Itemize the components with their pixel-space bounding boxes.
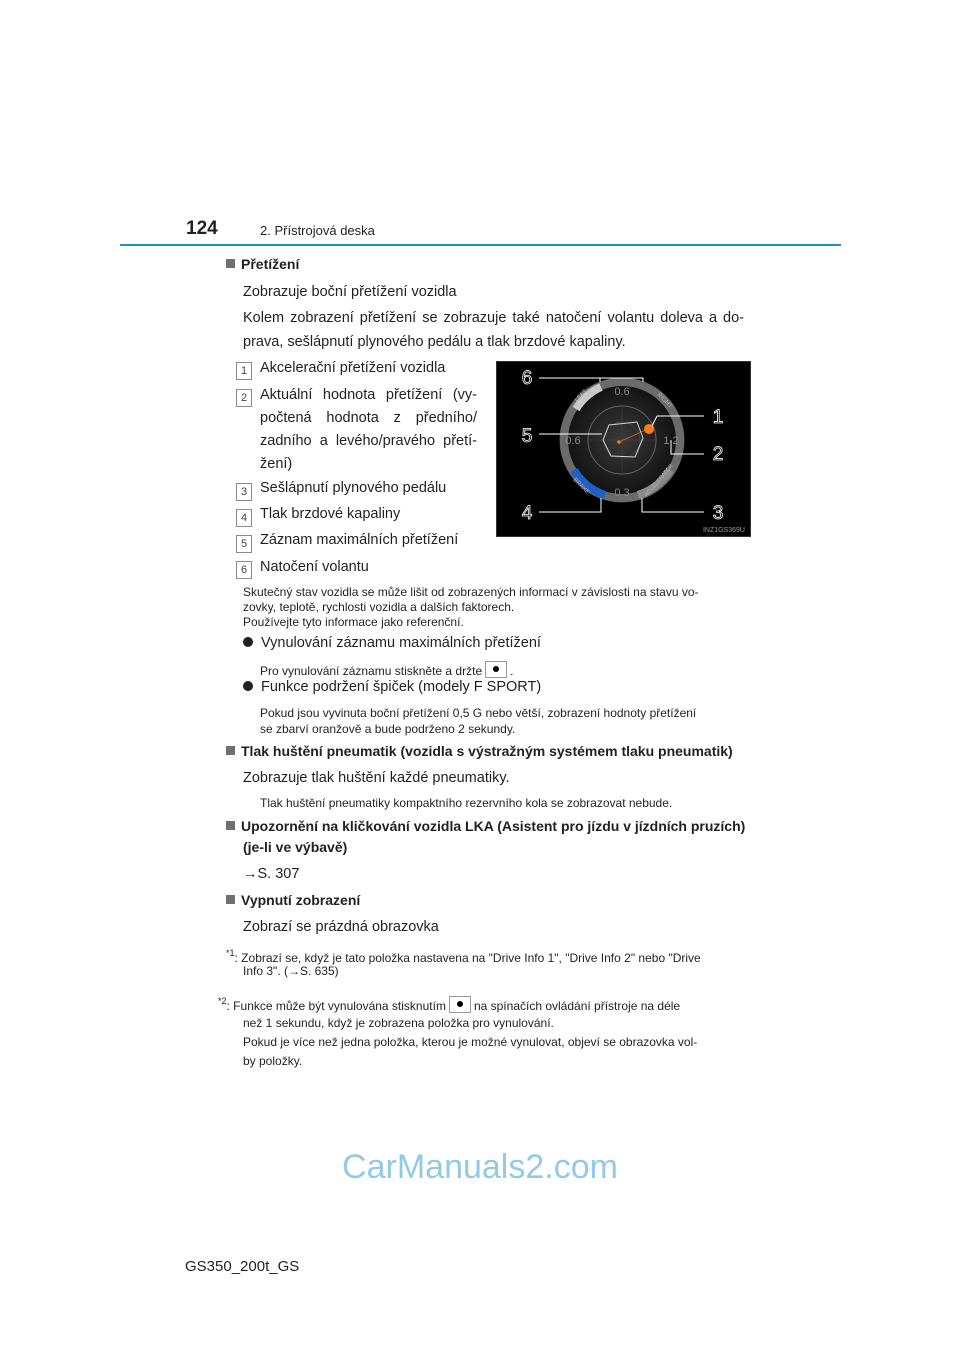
footnote-2 [218, 994, 744, 1014]
num-box: 1 [236, 362, 252, 380]
note-line: Skutečný stav vozidla se může lišit od zobrazených informací v závislosti na stavu vo- [243, 585, 699, 599]
heading-text: Upozornění na kličkování vozidla LKA (Asistent pro jízdu v jízdních pruzích) [241, 818, 746, 834]
chapter-title: 2. Přístrojová deska [260, 223, 375, 238]
callout-5: 5 [521, 426, 533, 447]
section-text: Zobrazuje tlak huštění každé pneumatiky. [243, 770, 510, 786]
list-item: zadního a levého/pravého přetí- [260, 433, 477, 449]
list-item: počtená hodnota z předního/ [260, 410, 477, 426]
list-item: Natočení volantu [260, 559, 369, 575]
footnote-mark: *1 [226, 948, 235, 958]
num-box: 3 [236, 483, 252, 501]
top-value-label: 0.6 [614, 386, 630, 398]
text: Pro vynulování záznamu stiskněte a držte [260, 664, 483, 678]
callout-6: 6 [521, 368, 533, 389]
list-number-1 [236, 361, 252, 380]
heading-text-line2: (je-li ve výbavě) [243, 839, 348, 855]
list-number-5 [236, 534, 252, 553]
list-item: Záznam maximálních přetížení [260, 532, 459, 548]
bullet-reset-record [243, 631, 541, 655]
list-item: žení) [260, 456, 293, 472]
footnote-text: by položky. [243, 1054, 303, 1068]
footnote-text: na spínačích ovládání přístroje na déle [473, 999, 681, 1013]
g-force-gauge-figure [496, 361, 751, 537]
list-item: Aktuální hodnota přetížení (vy- [260, 387, 477, 403]
g-force-gauge-svg [497, 362, 750, 536]
note-line: Používejte tyto informace jako referenční. [243, 615, 464, 629]
footnote-text: Info 3". (→S. 635) [243, 964, 339, 978]
left-arc-label: LEFT [574, 388, 589, 404]
right-value-label: 1.2 [663, 435, 679, 447]
dot-button-icon [449, 996, 471, 1013]
figure-code: INZ1GS369U [702, 527, 745, 534]
num-box: 6 [236, 561, 252, 579]
footnote-text: Pokud je více než jedna položka, kterou je možné vynulovat, objeví se obrazovka vol- [243, 1035, 698, 1049]
list-number-3 [236, 482, 252, 501]
page-number: 124 [186, 218, 218, 239]
section-text: Zobrazí se prázdná obrazovka [243, 919, 439, 935]
list-item: Akcelerační přetížení vozidla [260, 360, 446, 376]
footer-model-code: GS350_200t_GS [185, 1258, 300, 1275]
num-box: 5 [236, 535, 252, 553]
accelerator-arc-label: ACCELERATOR [643, 463, 675, 499]
section-heading-display-off [226, 892, 360, 908]
bullet-title: Vynulování záznamu maximálních přetížení [261, 635, 541, 651]
header-rule [120, 244, 841, 246]
footnote-mark: *2 [218, 996, 227, 1006]
bullet-title: Funkce podržení špiček (modely F SPORT) [261, 679, 542, 695]
list-number-6 [236, 560, 252, 579]
section-heading-g-force [226, 256, 299, 272]
footnote-text: než 1 sekundu, když je zobrazena položka pro vynulování. [243, 1016, 554, 1030]
paragraph-line: prava, sešlápnutí plynového pedálu a tlak brzdové kapaliny. [243, 334, 626, 350]
footnote-text: : Zobrazí se, když je tato položka nastavena na "Drive Info 1", "Drive Info 2" nebo "Drive [234, 951, 701, 965]
bullet-peak-hold [243, 675, 541, 699]
text: . [510, 664, 514, 678]
callout-4: 4 [521, 503, 533, 524]
list-number-4 [236, 508, 252, 527]
watermark: CarManuals2.com [342, 1148, 618, 1186]
footnote-1 [226, 946, 701, 966]
list-number-2 [236, 388, 252, 407]
bullet-text: se zbarví oranžově a bude podrženo 2 sekundy. [260, 722, 516, 736]
bullet-icon [243, 681, 253, 691]
intro-text: Zobrazuje boční přetížení vozidla [243, 284, 457, 300]
num-box: 2 [236, 389, 252, 407]
bottom-value-label: 0.3 [614, 487, 630, 499]
callout-1: 1 [712, 407, 724, 428]
section-heading-lka [226, 818, 745, 834]
square-bullet-icon [226, 895, 235, 904]
note-line: zovky, teplotě, rychlosti vozidla a dalších faktorech. [243, 600, 515, 614]
callout-2: 2 [712, 444, 724, 465]
square-bullet-icon [226, 746, 235, 755]
num-box: 4 [236, 509, 252, 527]
heading-text: Přetížení [241, 256, 300, 272]
section-note: Tlak huštění pneumatiky kompaktního rezervního kola se zobrazovat nebude. [260, 796, 673, 810]
bullet-text: Pokud jsou vyvinuta boční přetížení 0,5 G nebo větší, zobrazení hodnoty přetížení [260, 706, 697, 720]
callout-3: 3 [712, 503, 724, 524]
bullet-icon [243, 637, 253, 647]
square-bullet-icon [226, 259, 235, 268]
square-bullet-icon [226, 821, 235, 830]
section-heading-tire-pressure [226, 743, 733, 759]
list-item: Sešlápnutí plynového pedálu [260, 480, 447, 496]
page-reference-link[interactable]: →S. 307 [243, 866, 300, 882]
heading-text: Vypnutí zobrazení [241, 892, 361, 908]
left-value-label: 0.6 [565, 435, 581, 447]
heading-text: Tlak huštění pneumatik (vozidla s výstražným systémem tlaku pneumatik) [241, 743, 733, 759]
paragraph-line: Kolem zobrazení přetížení se zobrazuje také natočení volantu doleva a do- [243, 310, 744, 326]
footnote-text: : Funkce může být vynulována stisknutím [226, 999, 446, 1013]
right-arc-label: RIGHT [655, 392, 674, 410]
list-item: Tlak brzdové kapaliny [260, 506, 401, 522]
brake-arc-label: BRAKE [571, 477, 591, 496]
